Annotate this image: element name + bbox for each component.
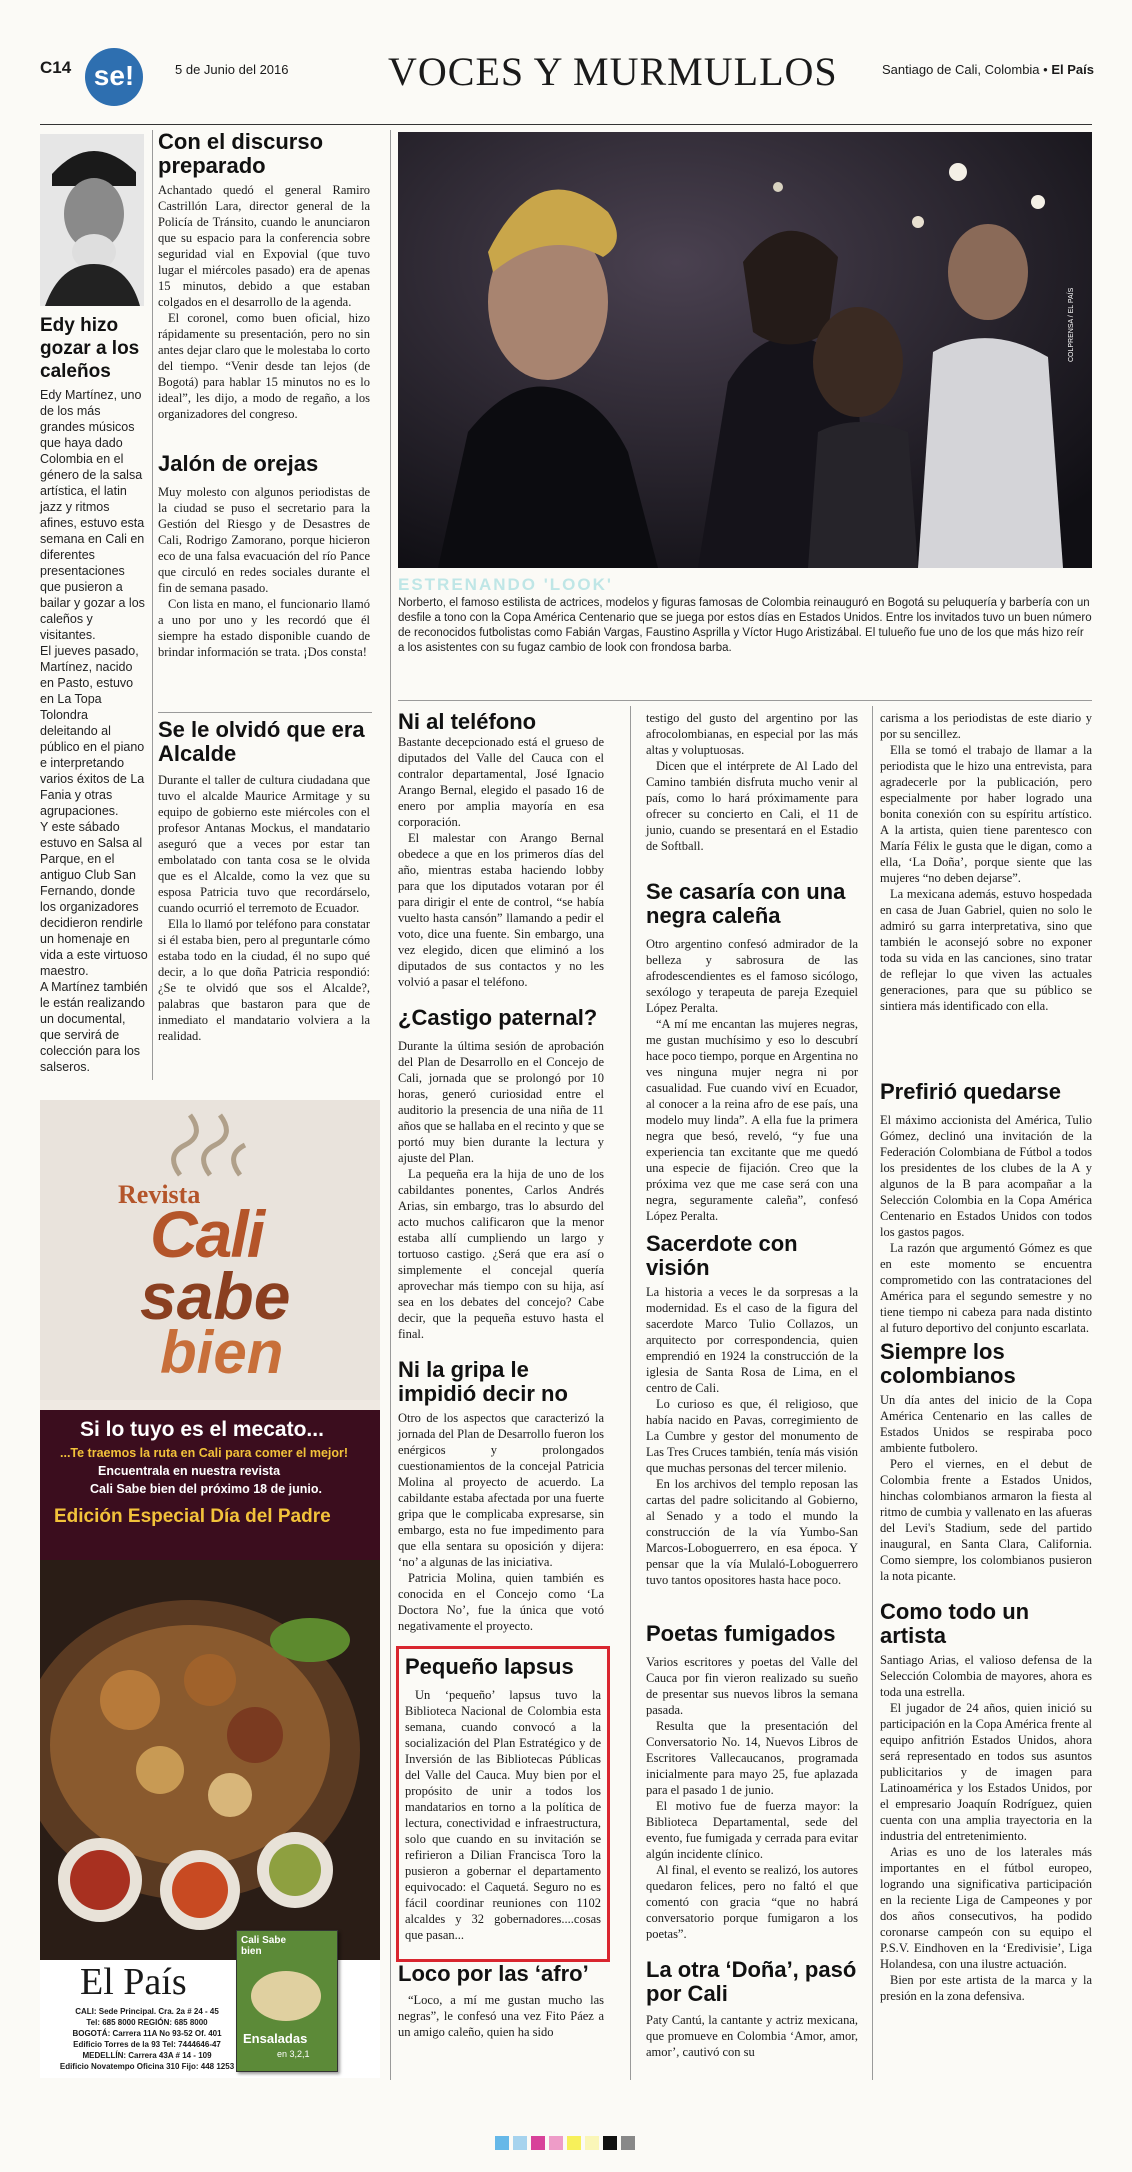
advertisement[interactable] xyxy=(40,1100,380,2078)
section-title: VOCES Y MURMULLOS xyxy=(388,49,838,94)
contact-line: CALI: Sede Principal. Cra. 2a # 24 - 45 xyxy=(75,2007,219,2016)
paragraph: Al final, el evento se realizó, los autores quedaron felices, pero no faltó el que comentó con gracia “que no habrá conversatorio porque fumigaron a los poetas”. xyxy=(646,1863,858,1941)
article-dona xyxy=(646,1958,858,2060)
paragraph: Arias es uno de los laterales más importantes en el fútbol europeo, logrando una significativa participación en la reciente Liga de Campeones y por dos años consecutivos, ha podido coronarse campeón con su equipo el P.S.V. Eindhoven en la ‘Eredivisie’, Liga Holandesa, con una ilustre actuación. xyxy=(880,1845,1092,1971)
paragraph: Patricia Molina, quien también es conocida en el Concejo como ‘La Doctora No’, fue la única que votó negativamente el proyecto. xyxy=(398,1571,604,1633)
paragraph: Durante el taller de cultura ciudadana que tuvo el alcalde Maurice Armitage y su equipo de gobierno este miércoles con el profesor Antanas Mockus, el mandatario aseguró que a veces por estar tan embolatado con tanta cosa se le olvida que es el Alcalde, como la vez que su esposa Patricia tuvo que recordárselo, cuando ocurrió el terremoto de Ecuador. xyxy=(158,773,370,915)
body-telefono xyxy=(398,734,604,990)
section-logo: se! xyxy=(85,48,143,106)
article-artista xyxy=(880,1600,1092,2004)
color-swatch xyxy=(513,2136,527,2150)
body-casaria xyxy=(646,936,858,1224)
paragraph: Pero el viernes, en el debut de Colombia frente a Estados Unidos, hinchas colombianos armaron la fiesta al ritmo de cumbia y vallenato en las afueras del Levi's Stadium, sede del partido inaugural, en Santa Clara, California. Como siempre, los colombianos pusieron la nota picante. xyxy=(880,1457,1092,1583)
body-castigo xyxy=(398,1038,604,1342)
ad-line3: Cali Sabe bien del próximo 18 de junio. xyxy=(90,1482,322,1496)
column-rule xyxy=(872,706,873,2080)
paragraph: Ella se tomó el trabajo de llamar a la periodista que le hizo una entrevista, para agradecerle por la publicación, pero especialmente por haber logrado una bonita conexión con su espíritu artístico. A la artista, quien tiene parentesco con María Félix le gusta que le digan, como a ella, ‘La Doña’, porque siente que las mujeres “no deben dejarse”. xyxy=(880,743,1092,885)
paragraph: La historia a veces le da sorpresas a la modernidad. Es el caso de la figura del sacerdote Marco Tulio Collazos, un arquitecto por correspondencia, quien emprendió en 1924 la construcción de la iglesia de Santa Rosa de Lima, en el centro de Cali. xyxy=(646,1285,858,1395)
paragraph: Achantado quedó el general Ramiro Castrillón Lara, director general de la Policía de Tránsito, cuando le anunciaron que su espacio para la conferencia sobre seguridad vial en Expovial (que tuvo lugar el miércoles pasado) era de apenas 15 minutos, debido a que estaban colgados en el desarrollo de la agenda. xyxy=(158,183,370,309)
headline-dona: La otra ‘Doña’, pasó por Cali xyxy=(646,1957,857,2006)
paragraph: carisma a los periodistas de este diario y por su sencillez. xyxy=(880,711,1092,741)
paragraph: El coronel, como buen oficial, hizo rápidamente su presentación, pero no sin antes dejar claro que le molestaba lo corto del tiempo. “Venir desde tan lejos (de Bogotá) para hablar 15 minutos no es lo ideal”, les dijo, a modo de regaño, a los organizadores del congreso. xyxy=(158,311,370,421)
cover-dish xyxy=(251,1971,321,2021)
ad-contacts xyxy=(52,2006,242,2072)
body-loco xyxy=(398,1992,604,2040)
paragraph: El máximo accionista del América, Tulio Gómez, declinó una invitación de la Federación Colombiana de Fútbol a todos los presidentes de los clubes de la A y algunos de la B para acompañar a la Selección Colombia en la Copa América Centenario en Estados Unidos con todos los gastos pagos. xyxy=(880,1113,1092,1239)
ad-edition: Edición Especial Día del Padre xyxy=(54,1506,331,1527)
header-rule xyxy=(40,124,1092,125)
color-swatch xyxy=(495,2136,509,2150)
sidebar-paragraph: A Martínez también le están realizando un documental, que servirá de colección para los salseros. xyxy=(40,980,148,1074)
divider xyxy=(158,712,372,713)
article-telefono xyxy=(398,710,604,990)
body-poetas xyxy=(646,1654,858,1942)
body-artista xyxy=(880,1652,1092,2004)
page-header xyxy=(40,48,1092,123)
page-date: 5 de Junio del 2016 xyxy=(175,62,289,77)
paragraph: Muy molesto con algunos periodistas de la ciudad se puso el secretario para la Gestión del Riesgo y de Desastres de Cali, Rodrigo Zamorano, porque hicieron eco de una falsa evacuación del río Pance que circuló en redes sociales durante el fin de semana pasado. xyxy=(158,485,370,595)
divider xyxy=(398,700,1092,701)
headline-sacerdote: Sacerdote con visión xyxy=(646,1231,798,1280)
color-swatch xyxy=(549,2136,563,2150)
page-number: C14 xyxy=(40,58,72,77)
ad-logo: El País xyxy=(80,1961,187,2003)
paragraph: La pequeña era la hija de uno de los cabildantes ponentes, Carlos Andrés Arias, sin embargo, tras lo absurdo del acto muchos calificaron que la menor estaba allí cumpliendo un largo y tortuoso castigo. ¿Será que era así o simplemente el concejal quería aprovechar más tiempo con su hija, así sea en los debates del concejo? Cabe decir, que la pequeña estuvo hasta el final. xyxy=(398,1167,604,1341)
cover-note: en 3,2,1 xyxy=(277,2049,310,2059)
sidebar-paragraph: Edy Martínez, uno de los más grandes músicos que haya dado Colombia en el género de la salsa artística, el latin jazz y ritmos afines, estuvo esta semana en Cali en diferentes presentaciones que pusieron a bailar y gozar a los caleños y visitantes. xyxy=(40,388,145,642)
paragraph: testigo del gusto del argentino por las afrocolombianas, en especial por las más altas y voluptuosas. xyxy=(646,711,858,757)
ad-headline: Si lo tuyo es el mecato... xyxy=(80,1418,324,1441)
feature-photo xyxy=(398,132,1092,568)
body-loco-cont xyxy=(646,710,858,854)
article-olvido xyxy=(158,718,370,1044)
column-rule xyxy=(390,130,391,2080)
ad-magazine-cover[interactable] xyxy=(236,1930,338,2072)
paragraph: Bien por este artista de la marca y la presión en la zona defensiva. xyxy=(880,1973,1092,2003)
color-swatch xyxy=(531,2136,545,2150)
headline-prefirio: Prefirió quedarse xyxy=(880,1079,1061,1104)
ad-line2: Encuentrala en nuestra revista xyxy=(98,1464,281,1478)
caption-text: Norberto, el famoso estilista de actrices, modelos y figuras famosas de Colombia reinauguró en Bogotá su peluquería y barbería con un desfile a tono con la Copa América Centenario que se juega por estos días en Estados Unidos. Entre los invitados tuvo un buen número de reconocidos futbolistas como Fabián Vargas, Faustino Asprilla y Víctor Hugo Aristizábal. El tulueño fue uno de los que más hizo reír a los asistentes con su fugaz cambio de look con frondosa barba. xyxy=(398,597,1092,654)
body-jalon xyxy=(158,484,370,660)
ad-line1: ...Te traemos la ruta en Cali para comer el mejor! xyxy=(60,1446,349,1460)
paragraph: En los archivos del templo reposan las cartas del padre solicitando al Gobierno, al Senado y a todo el mundo la construcción de la vía Yumbo-San Marcos-Loboguerrero, en esa época. Y pensar que la vía Mulaló-Loboguerrero tuvo tantos opositores hasta hace poco. xyxy=(646,1477,858,1587)
headline-lapsus: Pequeño lapsus xyxy=(405,1654,574,1679)
print-color-bar xyxy=(495,2136,645,2150)
paragraph: Paty Cantú, la cantante y actriz mexicana, que promueve en Colombia ‘Amor, amor, amor’, cautivó con su xyxy=(646,2013,858,2059)
location-text: Santiago de Cali, Colombia • xyxy=(882,62,1048,77)
paragraph: Varios escritores y poetas del Valle del Cauca por fin vieron realizado su sueño de presentar sus nuevos libros la semana pasada. xyxy=(646,1655,858,1717)
color-swatch xyxy=(585,2136,599,2150)
paragraph: Un ‘pequeño’ lapsus tuvo la Biblioteca Nacional de Colombia esta semana, cuando convocó a la socialización del Plan Estratégico y de Inversión de las Bibliotecas Públicas del Valle del Cauca. Muy bien por el propósito de unir a todos los mandatarios en torno a la política de lectura, conectividad e infraestructura, solo que cuando en su invitación se refirieron a Dilian Francisca Toro la pusieron a gobernar el departamento equivocado: el Caquetá. Seguro no es fácil coordinar reuniones con 1102 alcaldes y 32 gobernadores....cosas que pasan... xyxy=(405,1688,601,1942)
article-poetas xyxy=(646,1622,858,1942)
headline-siempre: Siempre los colombianos xyxy=(880,1339,1016,1388)
paragraph: El jugador de 24 años, quien inició su participación en la Copa América frente al equipo anfitrión Estados Unidos, ahora será representado en todos sus asuntos publicitarios y de imagen para Latinoamérica y los Estados Unidos, por el empresario Joaquín Rodríguez, quien cuenta con una amplia trayectoria en la industria del entretenimiento. xyxy=(880,1701,1092,1843)
paragraph: El malestar con Arango Bernal obedece a que en los primeros días del año, mientras estaba haciendo lobby para que los diputados votaran por él para dirigir el ente de control, “se había vuelto hasta cansón” llamando a pedir el voto, dice una fuente. Sin embargo, una vez elegido, dicen que eliminó a los diputados de sus contactos y no les volvió a pasar el teléfono. xyxy=(398,831,604,989)
article-loco xyxy=(398,1962,604,2040)
article-castigo xyxy=(398,1006,604,1342)
body-siempre xyxy=(880,1392,1092,1584)
paragraph: Con lista en mano, el funcionario llamó a uno por uno y les recordó que él siempre ha estado disponible cuando de brindar información se trata. ¡Dos consta! xyxy=(158,597,370,659)
headline-telefono: Ni al teléfono xyxy=(398,709,537,734)
paragraph: Un día antes del inicio de la Copa América Centenario en las calles de Estados Unidos se respiraba poco ambiente futbolero. xyxy=(880,1393,1092,1455)
headline-artista: Como todo un artista xyxy=(880,1599,1030,1648)
paragraph: Resulta que la presentación del Conversatorio No. 14, Nuevos Libros de Escritores Vallecaucanos, programada inicialmente para mayo 25, fue aplazada para el pasado 1 de junio. xyxy=(646,1719,858,1797)
sidebar-paragraph: El jueves pasado, Martínez, nacido en Pasto, estuvo en La Topa Tolondra deleitando al público en el piano e interpretando varios éxitos de La Fania y otras agrupaciones. xyxy=(40,644,145,818)
header-location xyxy=(882,62,1094,77)
portrait-illustration xyxy=(40,134,144,306)
paragraph: Lo curioso es que, él religioso, que había nacido en Pavas, corregimiento de La Cumbre y gestor del monumento de Las Tres Cruces también, tenía más visión que muchas personas del tercer milenio. xyxy=(646,1397,858,1475)
photo-credit: COLPRENSA / EL PAÍS xyxy=(1068,287,1075,362)
paragraph: La mexicana además, estuvo hospedada en casa de Juan Gabriel, quien no solo le admiró su garra interpretativa, sino que también le aconsejó sobre no exponer toda su vida en las canciones, sino tratar de reflejar lo que viven las actuales generaciones, para que su público se sintiera más identificado con ella. xyxy=(880,887,1092,1013)
ad-food-photo xyxy=(40,1560,380,1960)
contact-line: MEDELLÍN: Carrera 43A # 14 - 109 xyxy=(82,2051,212,2060)
steam-icon xyxy=(160,1110,260,1180)
contact-line: Edificio Novatempo Oficina 310 Fijo: 448 1253 xyxy=(59,2062,235,2071)
photo-caption xyxy=(398,576,1092,656)
contact-line: Edificio Torres de la 93 Tel: 7444646-47 xyxy=(73,2040,221,2049)
article-dona-cont xyxy=(880,710,1092,1014)
sidebar-body xyxy=(40,387,148,1075)
paragraph: “A mí me encantan las mujeres negras, me gustan muchísimo y eso lo descubrí hace poco tiempo, porque en Argentina no ves ninguna mujer negra ni por casualidad. Fue cuando viví en Ecuador, al conocer a la reina afro de ese país, una modelo muy linda”. A ella fue la primera negra que besó, reveló, “y fue una experiencia tan excitante que me quedó una especie de fijación. Creo que la próxima vez que me case será con una negra, seguramente caleña”, confesó López Peralta. xyxy=(646,1017,858,1223)
ad-revista: Revista xyxy=(118,1180,201,1209)
article-siempre xyxy=(880,1340,1092,1584)
body-dona xyxy=(646,2012,858,2060)
headline-poetas: Poetas fumigados xyxy=(646,1621,836,1646)
sidebar-paragraph: Y este sábado estuvo en Salsa al Parque, en el antiguo Club San Fernando, donde los organizadores decidieron rendirle un homenaje en vida a este virtuoso maestro. xyxy=(40,820,148,978)
headline-olvido: Se le olvidó que era Alcalde xyxy=(158,717,365,766)
paragraph: Santiago Arias, el valioso defensa de la Selección Colombia de mayores, ahora es toda una estrella. xyxy=(880,1653,1092,1699)
color-swatch xyxy=(603,2136,617,2150)
article-discurso xyxy=(158,130,370,422)
paragraph: Otro argentino confesó admirador de la belleza y sabrosura de las afrodescendientes es el famoso sicólogo, sexólogo y terapeuta de pareja Ezequiel López Peralta. xyxy=(646,937,858,1015)
paragraph: Durante la última sesión de aprobación del Plan de Desarrollo en el Concejo de Cali, jornada que se prolongó por 10 horas, generó curiosidad entre el auditorio la presencia de una niña de 11 años que se hallaba en el recinto y que se portó muy bien durante la lectura y ajuste del Plan. xyxy=(398,1039,604,1165)
headline-casaria: Se casaría con una negra caleña xyxy=(646,879,846,928)
ad-brand-cali: Cali xyxy=(150,1197,264,1271)
color-swatch xyxy=(567,2136,581,2150)
sidebar-title: Edy hizo gozar a los caleños xyxy=(40,315,140,382)
paragraph: “Loco, a mí me gustan mucho las negras”, le confesó una vez Fito Páez a un amigo caleño, quien ha sido xyxy=(398,1993,604,2039)
ad-brand-sabe: sabe xyxy=(140,1259,291,1333)
contact-line: BOGOTÁ: Carrera 11A No 93-52 Of. 401 xyxy=(72,2029,222,2038)
photo-illustration xyxy=(398,132,1092,568)
article-gripa xyxy=(398,1358,604,1634)
sidebar-column xyxy=(40,314,148,1075)
paragraph: El motivo fue de fuerza mayor: la Biblioteca Departamental, sede del evento, fue fumigada y cerrada para evitar algún incidente clínico. xyxy=(646,1799,858,1861)
headline-loco: Loco por las ‘afro’ xyxy=(398,1961,589,1986)
article-lapsus xyxy=(396,1646,610,1962)
article-jalon xyxy=(158,452,370,660)
article-sacerdote xyxy=(646,1232,858,1588)
body-olvido xyxy=(158,772,370,1044)
headline-castigo: ¿Castigo paternal? xyxy=(398,1005,598,1030)
paragraph: La razón que argumentó Gómez es que en este momento se encuentra comprometido con las contrataciones del América para el segundo semestre y no tiene tiempo ni cabeza para nada distinto al futuro deportivo del conjunto escarlata. xyxy=(880,1241,1092,1335)
article-prefirio xyxy=(880,1080,1092,1336)
color-swatch xyxy=(621,2136,635,2150)
headline-gripa: Ni la gripa le impidió decir no xyxy=(398,1357,568,1406)
body-gripa xyxy=(398,1410,604,1634)
caption-title: ESTRENANDO 'LOOK' xyxy=(398,575,613,594)
paragraph: Bastante decepcionado está el grueso de diputados del Valle del Cauca con el contralor departamental, José Ignacio Arango Bernal, elegido el pasado 16 de enero por amplia mayoría en esa corporación. xyxy=(398,735,604,829)
paragraph: Otro de los aspectos que caracterizó la jornada del Plan de Desarrollo fueron los enérgicos y prolongados cuestionamientos de la concejal Patricia Molina al proyecto de acuerdo. La cabildante estaba afectada por una fuerte gripa que le complicaba expresarse, sin embargo, esta no fue impedimento para que ella sentara su oposición y dijera: ‘no’ a algunas de las iniciativa. xyxy=(398,1411,604,1569)
cover-subtitle: Ensaladas xyxy=(243,2031,308,2046)
body-sacerdote xyxy=(646,1284,858,1588)
body-dona-cont xyxy=(880,710,1092,1014)
headline-discurso: Con el discurso preparado xyxy=(158,129,324,178)
article-casaria xyxy=(646,880,858,1224)
body-prefirio xyxy=(880,1112,1092,1336)
headline-jalon: Jalón de orejas xyxy=(158,451,319,476)
article-loco-cont xyxy=(646,710,858,854)
paper-name: El País xyxy=(1051,62,1094,77)
sidebar-portrait xyxy=(40,134,144,306)
contact-line: Tel: 685 8000 REGIÓN: 685 8000 xyxy=(86,2018,208,2027)
body-lapsus xyxy=(405,1687,601,1943)
paragraph: Dicen que el intérprete de Al Lado del Camino también disfruta mucho venir al país, como lo hará próximamente para ofrecer su concierto en Cali, el 11 de junio, cuando se presentará en el Estadio de Softball. xyxy=(646,759,858,853)
column-rule xyxy=(630,706,631,2080)
column-rule xyxy=(152,130,153,1080)
body-discurso xyxy=(158,182,370,422)
paragraph: Ella lo llamó por teléfono para constatar si él estaba bien, pero al preguntarle cómo estaba todo en la ciudad, él no supo qué decir, a lo que doña Patricia respondió: ¿Se te olvidó que sos el Alcalde?, palabras que bastaron para que de inmediato el mandatario volviera a la realidad. xyxy=(158,917,370,1043)
ad-brand-bien: bien xyxy=(160,1319,284,1386)
cover-title: Cali Sabe bien xyxy=(241,1935,287,1957)
